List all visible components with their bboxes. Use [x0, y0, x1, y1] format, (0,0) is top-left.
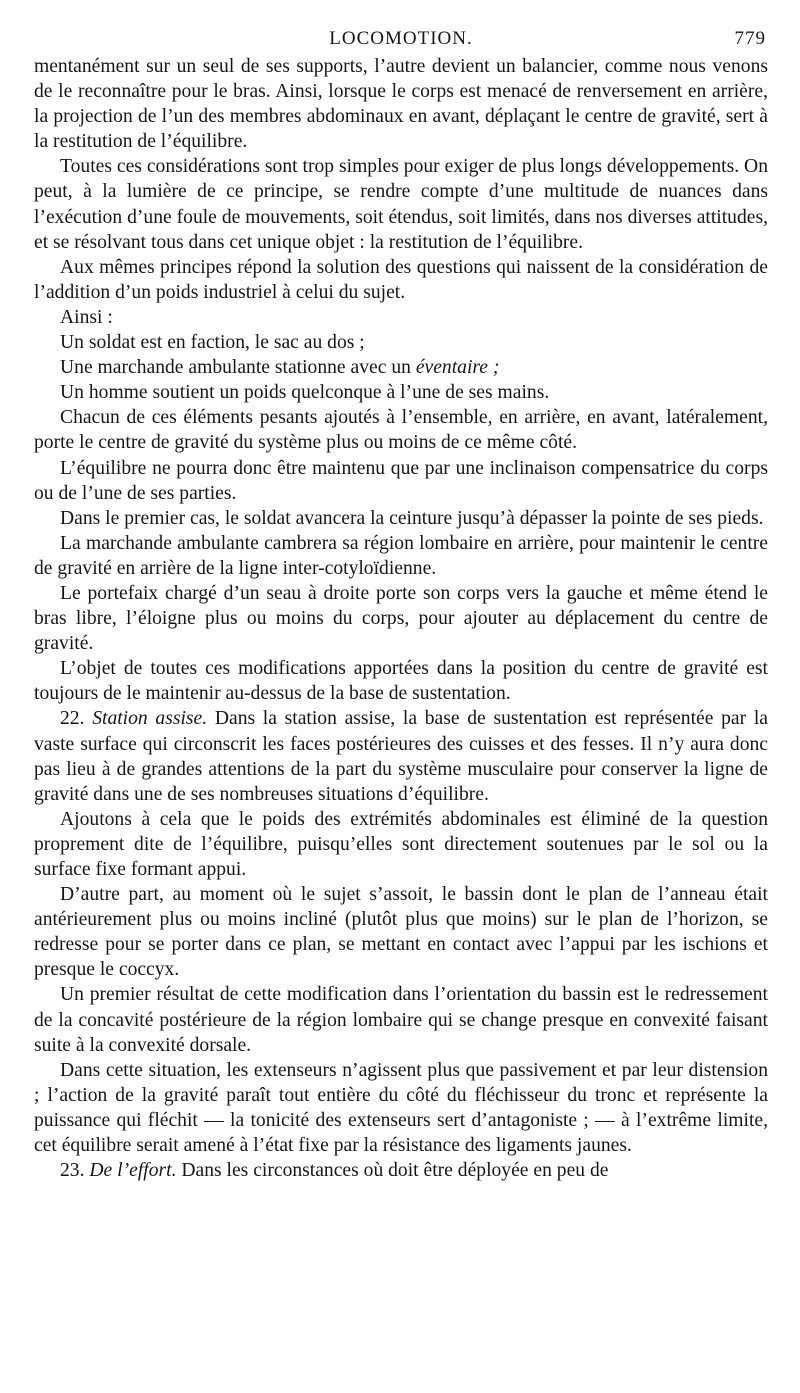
section-heading: Station assise.	[92, 708, 208, 730]
paragraph-text: Dans cette situation, les extenseurs n’agissent plus que passivement et par leur distension ; l’action de la gravité paraît tout entière du côté du fléchisseur du tronc et représente la puissance qui fléchit — la tonicité des extenseurs sert d’antagoniste ; — à l’extrême limite, cet équilibre serait amené à l’état fixe par la résistance des ligaments jaunes.	[34, 1059, 768, 1157]
running-title: LOCOMOTION.	[329, 28, 473, 49]
page-header	[34, 28, 768, 54]
paragraph-text: Aux mêmes principes répond la solution des questions qui naissent de la considération de l’addition d’un poids industriel à celui du sujet.	[34, 256, 768, 303]
paragraph-text: La marchande ambulante cambrera sa région lombaire en arrière, pour maintenir le centre de gravité en arrière de la ligne inter-cotyloïdienne.	[34, 532, 768, 579]
paragraph	[34, 807, 768, 882]
paragraph	[34, 456, 768, 506]
page-body	[34, 54, 768, 1183]
section-heading: De l’effort.	[89, 1160, 177, 1182]
paragraph-text: Toutes ces considérations sont trop simples pour exiger de plus longs développements. On peut, à la lumière de ce principe, se rendre compte d’une multitude de nuances dans l’exécution d’une foule de mouvements, soit étendus, soit limités, dans nos diverses attitudes, et se résolvant tous dans cet unique objet : la restitution de l’équilibre.	[34, 156, 768, 253]
paragraph	[34, 154, 768, 254]
line-text: Un soldat est en faction, le sac au dos ;	[60, 332, 365, 354]
paragraph-text: Dans la station assise, la base de sustentation est représentée par la vaste surface qui circonscrit les faces postérieures des cuisses et des fesses. Il n’y aura donc pas lieu à de grandes attentions de la part du système musculaire pour conserver la ligne de gravité dans une de ses nombreuses situations d’équilibre.	[34, 708, 768, 805]
paragraph-text: Le portefaix chargé d’un seau à droite porte son corps vers la gauche et même étend le bras libre, l’éloigne plus ou moins du corps, pour ajouter au déplacement du centre de gravité.	[34, 582, 768, 655]
paragraph-text: Un premier résultat de cette modification dans l’orientation du bassin est le redressement de la concavité postérieure de la région lombaire qui se change presque en convexité faisant suite à la convexité dorsale.	[34, 984, 768, 1056]
paragraph-text: Ajoutons à cela que le poids des extrémités abdominales est éliminé de la question proprement dite de l’équilibre, puisqu’elles sont directement soutenues par le sol ou la surface fixe formant appui.	[34, 808, 768, 880]
paragraph-text: Dans le premier cas, le soldat avancera la ceinture jusqu’à dépasser la pointe de ses pieds.	[60, 507, 764, 529]
section-number: 23.	[60, 1160, 85, 1182]
line-text: Une marchande ambulante stationne avec un	[60, 357, 416, 379]
paragraph	[34, 1058, 768, 1158]
short-line	[34, 305, 768, 330]
paragraph	[34, 656, 768, 706]
paragraph	[34, 581, 768, 656]
short-line	[34, 330, 768, 355]
paragraph	[34, 982, 768, 1057]
paragraph-text: D’autre part, au moment où le sujet s’assoit, le bassin dont le plan de l’anneau était antérieurement plus ou moins incliné (plutôt plus que moins) sur le plan de l’horizon, se redresse pour se porter dans ce plan, se mettant en contact avec l’appui par les ischions et presque le coccyx.	[34, 884, 768, 981]
paragraph-text: L’équilibre ne pourra donc être maintenu que par une inclinaison compensatrice du corps ou de l’une de ses parties.	[34, 457, 768, 504]
book-page	[34, 28, 768, 1183]
paragraph-text: mentanément sur un seul de ses supports, l’autre devient un balancier, comme nous venons de le reconnaître pour le bras. Ainsi, lorsque le corps est menacé de renversement en arrière, la projection de l’un des membres abdominaux en avant, déplaçant le centre de gravité, sert à la restitution de l’équilibre.	[34, 56, 768, 153]
italic-term: éventaire ;	[415, 357, 500, 379]
short-line	[34, 355, 768, 380]
short-line	[34, 380, 768, 405]
line-text: Un homme soutient un poids quelconque à l’une de ses mains.	[60, 382, 550, 404]
section-number: 22.	[60, 708, 85, 730]
paragraph-continued	[34, 54, 768, 154]
paragraph-text: Chacun de ces éléments pesants ajoutés à l’ensemble, en arrière, en avant, latéralement, porte le centre de gravité du système plus ou moins de ce même côté.	[34, 407, 768, 454]
paragraph	[34, 882, 768, 982]
paragraph	[34, 531, 768, 581]
paragraph	[34, 255, 768, 305]
section-paragraph	[34, 1158, 768, 1183]
line-text: Ainsi :	[60, 306, 113, 328]
paragraph-text: Dans les circonstances où doit être déployée en peu de	[181, 1160, 609, 1182]
paragraph	[34, 405, 768, 455]
page-number: 779	[734, 28, 766, 49]
section-paragraph	[34, 706, 768, 806]
paragraph	[34, 506, 768, 531]
paragraph-text: L’objet de toutes ces modifications apportées dans la position du centre de gravité est toujours de le maintenir au-dessus de la base de sustentation.	[34, 658, 768, 705]
